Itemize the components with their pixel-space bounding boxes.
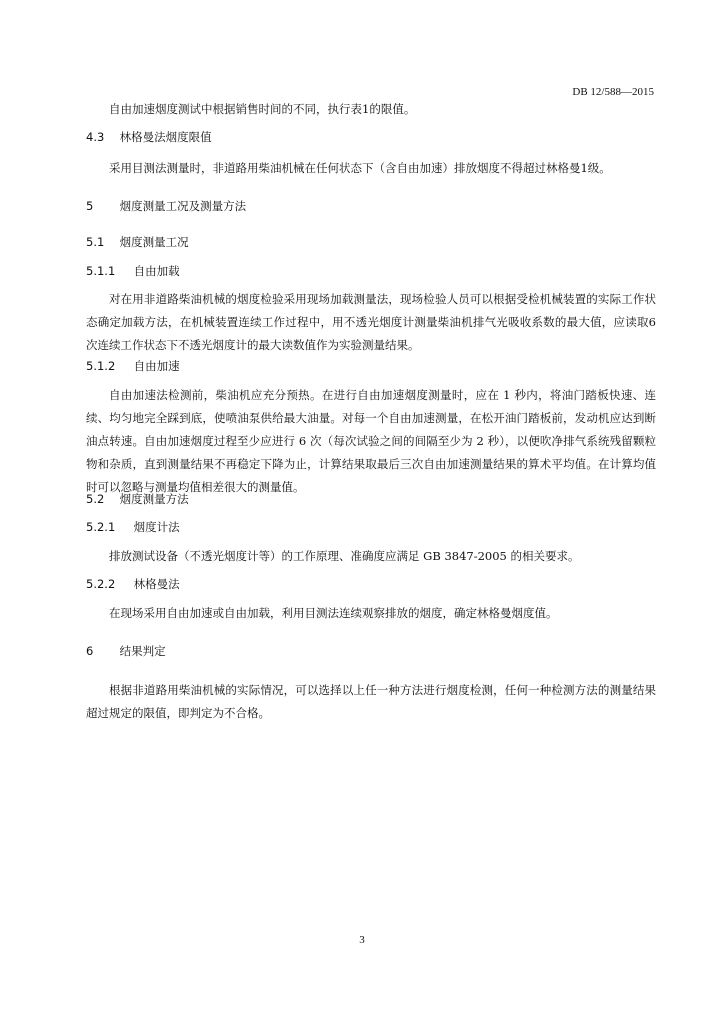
heading-5-2-2 [86,573,180,596]
heading-5 [86,195,246,218]
heading-title: 烟度测量方法 [119,492,189,506]
paragraph-5-1-1: 对在用非道路柴油机械的烟度检验采用现场加载测量法，现场检验人员可以根据受检机械装置的实际工作状态确定加载方法，在机械装置连续工作过程中，用不透光烟度计测量柴油机排气光吸收系数的最大值，应读取6次连续工作状态下不透光烟度计的最大读数值作为实验测量结果。 [86,292,656,352]
heading-title: 林格曼法烟度限值 [119,130,212,144]
heading-number: 6 [86,644,94,658]
heading-5-1 [86,231,189,254]
heading-5-2-1 [86,516,180,539]
heading-number: 4.3 [86,130,105,144]
paragraph-5-2-2: 在现场采用自由加速或自由加载，利用目测法连续观察排放的烟度，确定林格曼烟度值。 [109,606,558,620]
paragraph-6: 根据非道路用柴油机械的实际情况，可以选择以上任一种方法进行烟度检测，任何一种检测方法的测量结果超过规定的限值，即判定为不合格。 [86,683,656,720]
heading-number: 5.1.2 [86,359,116,373]
heading-number: 5.2.2 [86,577,116,591]
heading-title: 林格曼法 [133,577,180,591]
heading-5-1-1 [86,260,180,283]
heading-title: 结果判定 [119,644,166,658]
heading-5-1-2 [86,355,180,378]
heading-5-2 [86,488,189,511]
heading-number: 5.2 [86,492,105,506]
paragraph-4-3: 采用目测法测量时，非道路用柴油机械在任何状态下（含自由加速）排放烟度不得超过林格曼1级。 [109,161,611,175]
document-code: DB 12/588—2015 [572,86,654,98]
heading-title: 烟度测量工况 [119,235,189,249]
heading-title: 自由加载 [133,264,180,278]
page-number: 3 [359,934,365,946]
heading-title: 烟度测量工况及测量方法 [119,199,247,213]
heading-number: 5.1.1 [86,264,116,278]
heading-number: 5.1 [86,235,105,249]
heading-4-3 [86,126,212,149]
heading-number: 5.2.1 [86,520,116,534]
heading-title: 烟度计法 [133,520,180,534]
heading-6 [86,640,166,663]
paragraph-free-accel-limit: 自由加速烟度测试中根据销售时间的不同，执行表1的限值。 [109,102,416,116]
heading-number: 5 [86,199,94,213]
heading-title: 自由加速 [133,359,180,373]
paragraph-5-2-1: 排放测试设备（不透光烟度计等）的工作原理、准确度应满足 GB 3847-2005 的相关要求。 [109,549,580,563]
paragraph-5-1-2: 自由加速法检测前，柴油机应充分预热。在进行自由加速烟度测量时，应在 1 秒内，将油门踏板快速、连续、均匀地完全踩到底，使喷油泵供给最大油量。对每一个自由加速测量，在松开油门踏板前，发动机应达到断油点转速。自由加速烟度过程至少应进行 6 次（每次试验之间的间隔至少为 2 秒），以便吹净排气系统残留颗粒物和杂质，直到测量结果不再稳定下降为止，计算结果取最后三次自由加速测量结果的算术平均值。在计算均值时可以忽略与测量均值相差很大的测量值。 [86,388,656,494]
